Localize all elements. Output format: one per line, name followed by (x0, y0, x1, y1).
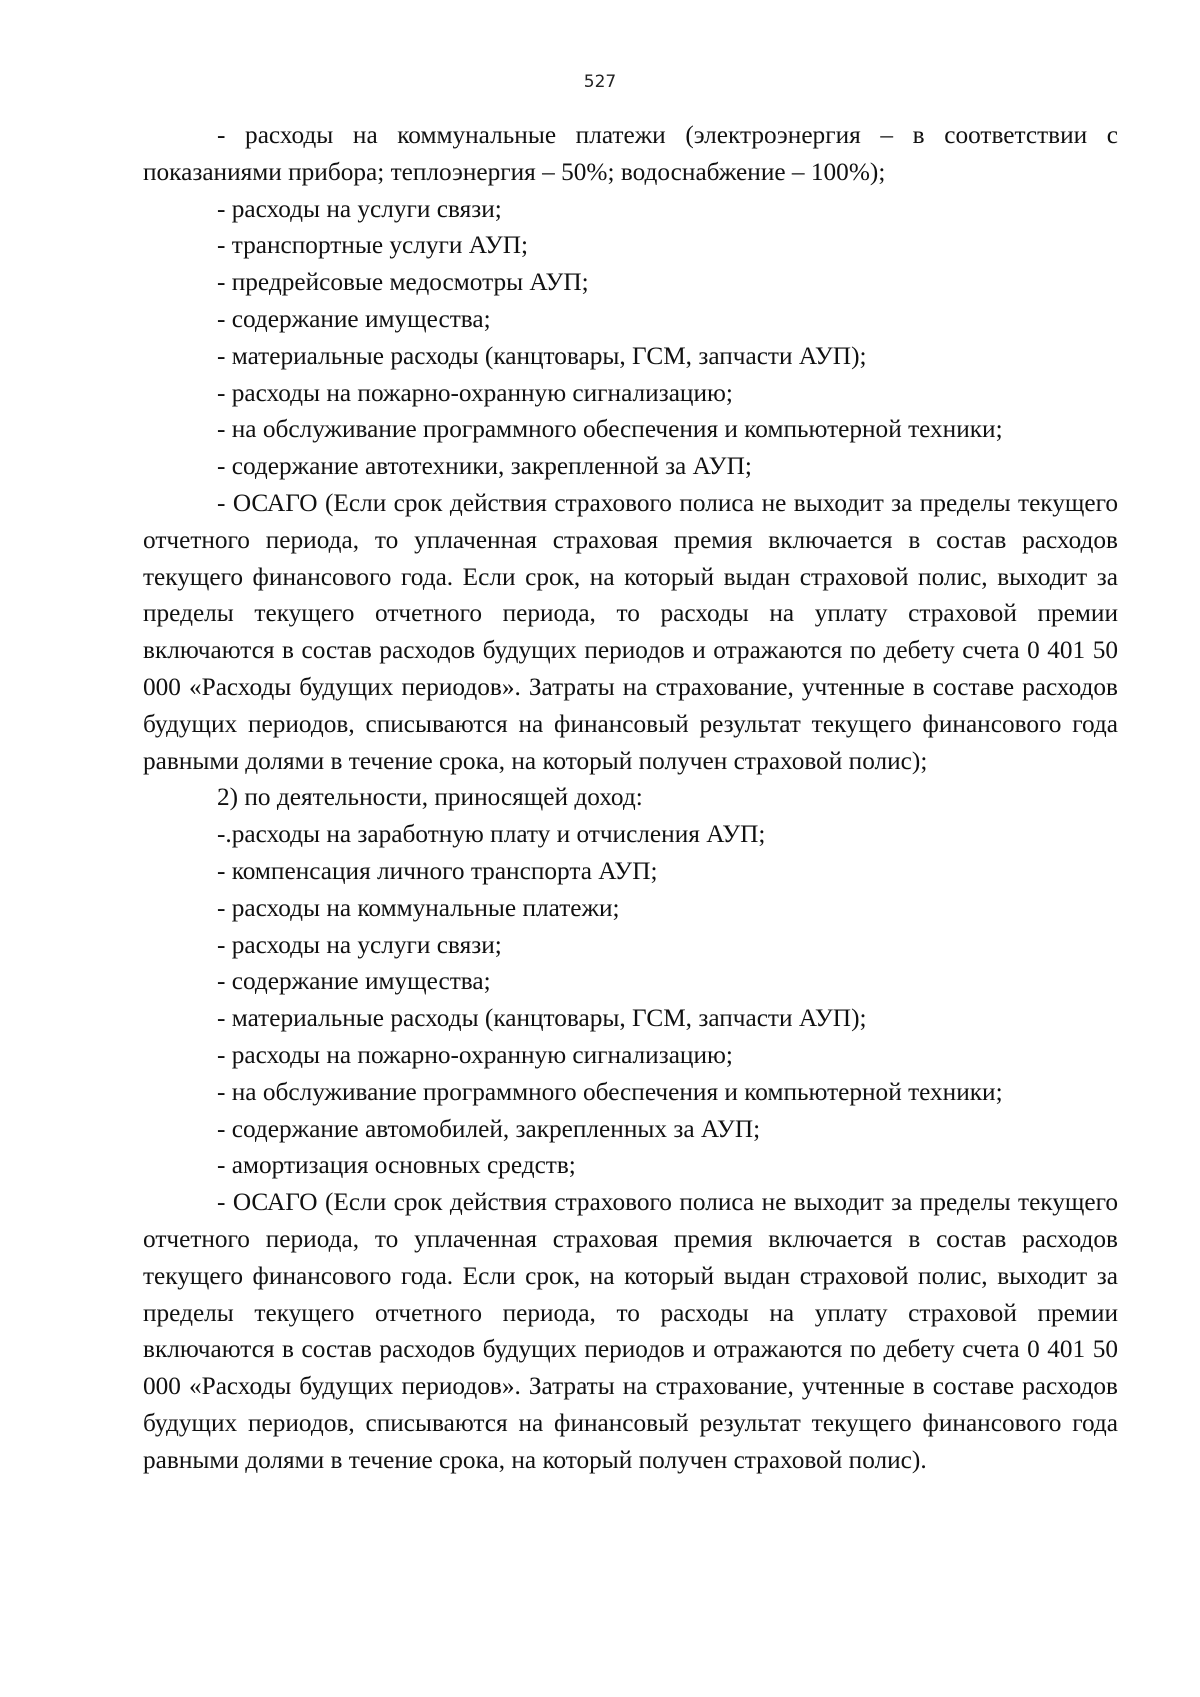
list-item: - содержание автомобилей, закрепленных за АУП; (217, 1114, 761, 1143)
list-item: - расходы на коммунальные платежи; (217, 893, 620, 922)
list-item: -.расходы на заработную плату и отчисления АУП; (217, 820, 766, 849)
list-item: - материальные расходы (канцтовары, ГСМ, запчасти АУП); (217, 1004, 867, 1033)
list-item: - содержание имущества; (217, 967, 491, 996)
list-item: - расходы на пожарно-охранную сигнализацию; (217, 378, 733, 407)
section-heading: 2) по деятельности, приносящей доход: (217, 783, 643, 812)
paragraph: - расходы на коммунальные платежи (электроэнергия – в соответствии с показаниями прибора; теплоэнергия – 50%; водоснабжение – 100%); (143, 121, 1118, 186)
list-item: - расходы на услуги связи; (217, 930, 502, 959)
list-item: - содержание автотехники, закрепленной за АУП; (217, 452, 752, 481)
list-item: - материальные расходы (канцтовары, ГСМ, запчасти АУП); (217, 341, 867, 370)
list-item: - предрейсовые медосмотры АУП; (217, 268, 589, 297)
list-item: - на обслуживание программного обеспечения и компьютерной техники; (217, 1077, 1003, 1106)
list-item: - на обслуживание программного обеспечения и компьютерной техники; (217, 415, 1003, 444)
document-body (143, 117, 1118, 1478)
list-item: - содержание имущества; (217, 304, 491, 333)
list-item: - компенсация личного транспорта АУП; (217, 856, 658, 885)
paragraph: - ОСАГО (Если срок действия страхового полиса не выходит за пределы текущего отчетного периода, то уплаченная страховая премия включается в состав расходов текущего финансового года. Если срок, на который выдан страховой полис, выходит за пределы текущего отчетного периода, то расходы на уплату страховой премии включаются в состав расходов будущих периодов и отражаются по дебету счета 0 401 50 000 «Расходы будущих периодов». Затраты на страхование, учтенные в составе расходов будущих периодов, списываются на финансовый результат текущего финансового года равными долями в течение срока, на который получен страховой полис); (143, 488, 1118, 775)
paragraph: - ОСАГО (Если срок действия страхового полиса не выходит за пределы текущего отчетного периода, то уплаченная страховая премия включается в состав расходов текущего финансового года. Если срок, на который выдан страховой полис, выходит за пределы текущего отчетного периода, то расходы на уплату страховой премии включаются в состав расходов будущих периодов и отражаются по дебету счета 0 401 50 000 «Расходы будущих периодов». Затраты на страхование, учтенные в составе расходов будущих периодов, списываются на финансовый результат текущего финансового года равными долями в течение срока, на который получен страховой полис). (143, 1188, 1118, 1474)
page-number: 527 (583, 72, 617, 92)
list-item: - амортизация основных средств; (217, 1151, 576, 1180)
list-item: - расходы на услуги связи; (217, 194, 502, 223)
list-item: - расходы на пожарно-охранную сигнализацию; (217, 1040, 733, 1069)
list-item: - транспортные услуги АУП; (217, 231, 529, 260)
